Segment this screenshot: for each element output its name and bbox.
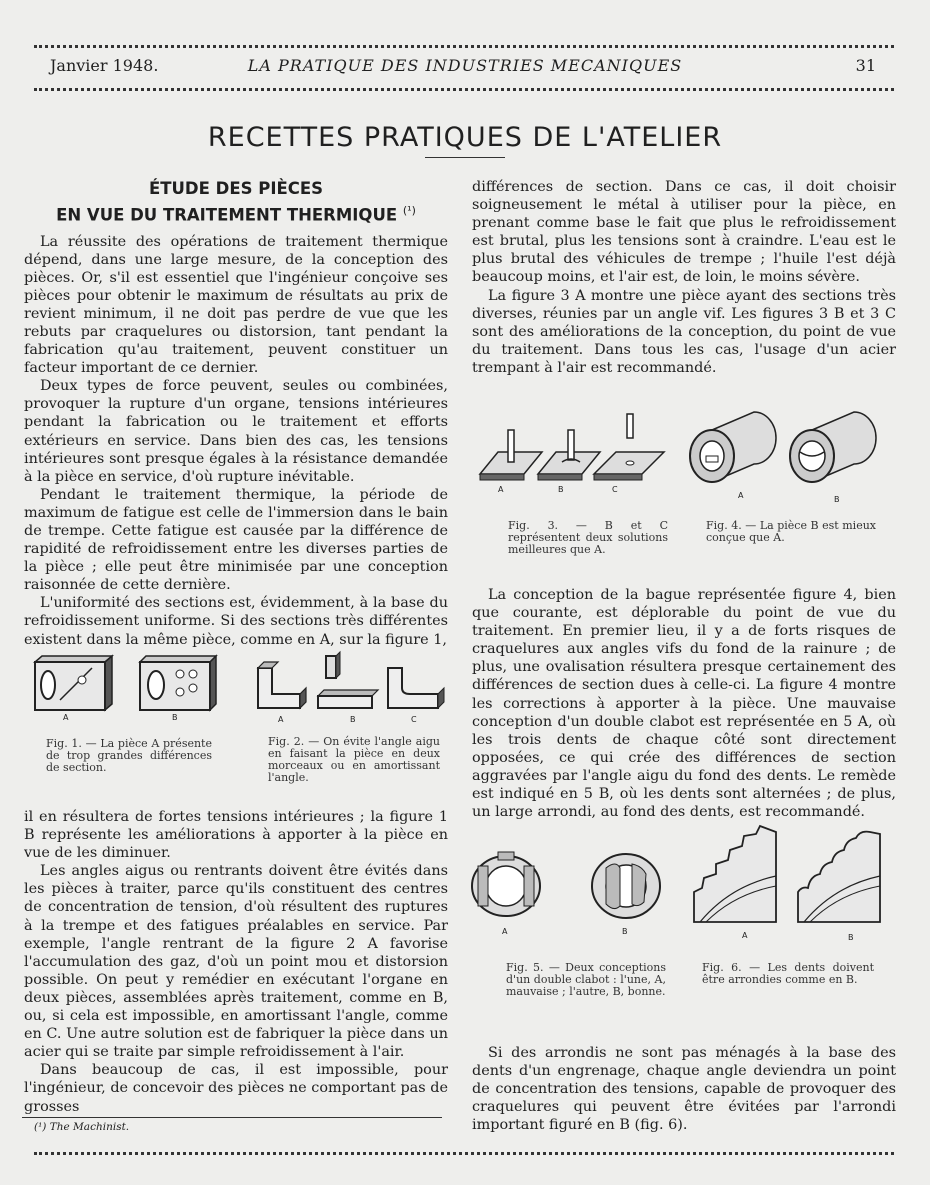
fig6-label-b: B: [848, 933, 854, 942]
fig4-ring-a: [690, 412, 776, 482]
fig2-label-a: A: [278, 715, 284, 724]
figure-3-caption: Fig. 3. — B et C représentent deux solutions meilleures que A.: [508, 519, 668, 556]
paragraph: Pendant le traitement thermique, la période de maximum de fatigue est celle de l'immersion dans le bain de trempe. Cette fatigue est causée par la différence de rapidité de refroidissement entre les diverses parties de la pièce ; elle peut être minimisée par une conception raisonnée de cette dernière.: [24, 486, 448, 594]
footnote-rule: [22, 1117, 442, 1118]
fig4-ring-b: [790, 412, 876, 482]
fig4-label-a: A: [738, 491, 744, 500]
right-column-bottom: [472, 1044, 896, 1134]
figure-4-drawing: [686, 408, 886, 504]
figure-2-caption: Fig. 2. — On évite l'angle aigu en faisant la pièce en deux morceaux ou en amortissant l'angle.: [268, 735, 440, 784]
fig1-piece-b: [140, 656, 216, 710]
figure-3-drawing: [478, 412, 674, 496]
figure-5-drawing: [466, 846, 676, 938]
fig6-gear-a: [694, 826, 776, 922]
paragraph: il en résultera de fortes tensions intérieures ; la figure 1 B représente les améliorations à apporter à la pièce en vue de les diminuer.: [24, 809, 448, 862]
fig1-label-a: A: [63, 713, 69, 722]
figure-6-caption: Fig. 6. — Les dents doivent être arrondies comme en B.: [702, 961, 874, 986]
paragraph: Deux types de force peuvent, seules ou combinées, provoquer la rupture d'un organe, tensions intérieures pendant la fabrication ou le traitement et efforts extérieurs en service. Dans bien des cas, les tensions intérieures sont presque égales à la résistance demandée à la pièce en service, d'où rupture inévitable.: [24, 378, 448, 485]
paragraph: La figure 3 A montre une pièce ayant des sections très diverses, réunies par un angle vif. Les figures 3 B et 3 C sont des améliorations de la conception, du point de vue du traitement. Dans tous les cas, l'usage d'un acier trempant à l'air est recommandé.: [472, 287, 896, 376]
figure-2-drawing: [254, 648, 450, 726]
fig2-piece-c: [388, 668, 444, 708]
fig2-piece-b: [318, 652, 378, 708]
fig3-piece-b: [538, 430, 600, 480]
fig6-gear-b: [798, 832, 880, 922]
fig2-piece-a: [258, 662, 306, 708]
paragraph: Les angles aigus ou rentrants doivent être évités dans les pièces à traiter, parce qu'ils constituent des centres de concentration de tension, d'où résultent des ruptures à la trempe et des fatigues préalables en service. Par exemple, l'angle rentrant de la figure 2 A favorise l'accumulation des gaz, d'où un point mou et distorsion possible. On peut y remédier en exécutant l'organe en deux pièces, assemblées après traitement, comme en B, ou, si cela est impossible, en amortissant l'angle, comme en C. Une autre solution est de fabriquer la pièce dans un acier qui se traite par simple refroidissement à l'air.: [24, 863, 448, 1061]
fig2-label-c: C: [411, 715, 417, 724]
fig3-label-a: A: [498, 485, 504, 494]
fig5-clutch-b: [592, 854, 660, 918]
page-number: 31: [855, 56, 876, 75]
left-column-bottom: [24, 808, 448, 1116]
main-title: RECETTES PRATIQUES DE L'ATELIER: [207, 122, 723, 153]
figure-1-caption: Fig. 1. — La pièce A présente de trop grandes différences de section.: [46, 737, 212, 774]
right-column-top: [472, 178, 896, 377]
fig5-label-a: A: [502, 927, 508, 936]
fig2-label-b: B: [350, 715, 356, 724]
left-column-top: [24, 178, 448, 649]
figure-1-drawing: [30, 652, 220, 722]
journal-title: LA PRATIQUE DES INDUSTRIES MECANIQUES: [247, 56, 683, 75]
title-underline: [425, 157, 505, 158]
right-column-middle: [472, 586, 896, 821]
fig3-label-b: B: [558, 485, 564, 494]
paragraph: La réussite des opérations de traitement thermique dépend, dans une large mesure, de la conception des pièces. Or, s'il est essentiel que l'ingénieur conçoive ses pièces pour obtenir le maximum de résultats au prix de revient minimum, il ne doit pas perdre de vue que les rebuts par craquelures ou distorsion, tant pendant la fabrication qu'au traitement, peuvent constituer un facteur important de ce dernier.: [24, 233, 448, 377]
paragraph: différences de section. Dans ce cas, il doit choisir soigneusement le métal à utiliser pour la pièce, en prenant comme base le fait que plus le refroidissement est brutal, plus les tensions sont à craindre. L'eau est le plus brutal des véhicules de trempe ; l'huile l'est déjà beaucoup moins, et l'air est, de loin, le moins sévère.: [472, 179, 896, 286]
fig5-label-b: B: [622, 927, 628, 936]
fig3-piece-c: [594, 414, 664, 480]
fig6-label-a: A: [742, 931, 748, 940]
fig3-piece-a: [480, 430, 542, 480]
figure-4-caption: Fig. 4. — La pièce B est mieux conçue que A.: [706, 519, 876, 544]
bottom-dotted-rule: [34, 1152, 894, 1155]
fig5-clutch-a: [472, 852, 540, 916]
section-title: ÉTUDE DES PIÈCES EN VUE DU TRAITEMENT THERMIQUE $^{(^1)}$: [56, 179, 416, 225]
paragraph: L'uniformité des sections est, évidemment, à la base du refroidissement uniforme. Si des sections très différentes existent dans la même pièce, comme en A, sur la figure 1,: [24, 595, 448, 648]
header-dotted-rule: [34, 88, 894, 91]
paragraph: Dans beaucoup de cas, il est impossible, pour l'ingénieur, de concevoir des pièces ne comportant pas de grosses: [24, 1062, 448, 1115]
paragraph: Si des arrondis ne sont pas ménagés à la base des dents d'un engrenage, chaque angle deviendra un point de concentration des tensions, capable de provoquer des craquelures qui peuvent être évitées par l'arrondi important figuré en B (fig. 6).: [472, 1045, 896, 1134]
figure-6-drawing: [690, 826, 890, 942]
fig1-label-b: B: [172, 713, 178, 722]
footnote: (¹) The Machinist.: [34, 1121, 130, 1133]
figure-5-caption: Fig. 5. — Deux conceptions d'un double clabot : l'une, A, mauvaise ; l'autre, B, bonne.: [506, 961, 666, 998]
issue-date: Janvier 1948.: [50, 56, 159, 75]
fig4-label-b: B: [834, 495, 840, 504]
paragraph: La conception de la bague représentée figure 4, bien que courante, est déplorable du point de vue du traitement. En premier lieu, il y a de forts risques de craquelures aux angles vifs du fond de la rainure ; de plus, une ovalisation résultera presque certainement des différences de section dues à celle-ci. La figure 4 montre les corrections à apporter à la pièce. Une mauvaise conception d'un double clabot est représentée en 5 A, où les trois dents de chaque côté sont directement opposées, ce qui crée des différences de section aggravées par l'angle aigu du fond des dents. Le remède est indiqué en 5 B, où les dents sont alternées ; de plus, un large arrondi, au fond des dents, est recommandé.: [472, 587, 896, 821]
fig1-piece-a: [35, 656, 112, 710]
running-header: [50, 56, 880, 80]
fig3-label-c: C: [612, 485, 618, 494]
top-dotted-rule: [34, 45, 894, 48]
